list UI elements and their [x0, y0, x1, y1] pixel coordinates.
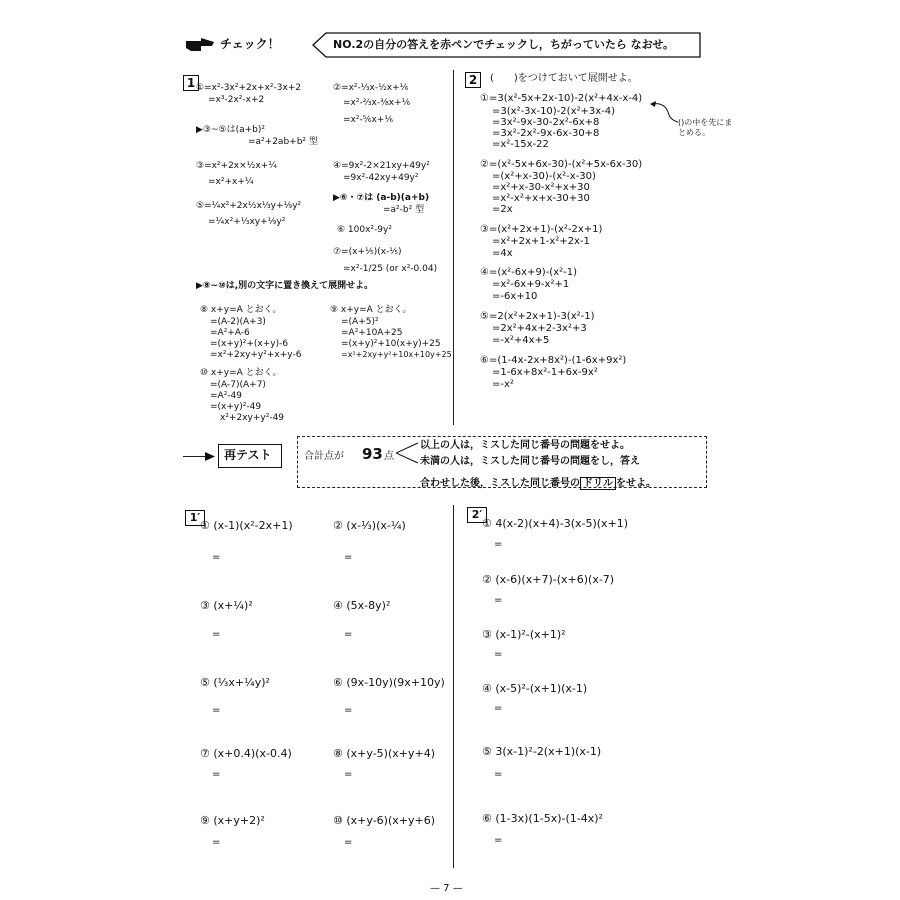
answer-line: =x²+2x+1-x²+2x-1 — [492, 236, 590, 247]
answer-line: ⑤=2(x²+2x+1)-3(x²-1) — [480, 311, 595, 322]
answer-line: =3x²-2x²-9x-6x-30+8 — [492, 128, 600, 139]
answer-line: =x²-⅚x+⅙ — [343, 115, 394, 125]
answer-line: =x²+x-30-x²+x+30 — [492, 182, 590, 193]
answer-line: ⑥ 100x²-9y² — [337, 225, 392, 235]
answer-line: =(x+y)²+10(x+y)+25 — [341, 339, 441, 349]
score-suffix: 点 — [384, 451, 394, 462]
equals-sign: = — [494, 769, 503, 780]
answer-line: =x²-1/25 (or x²-0.04) — [343, 264, 438, 274]
answer-line: =x²+2xy+y²+x+y-6 — [210, 350, 302, 360]
answer-line: =4x — [492, 248, 513, 259]
section-2-number: 2 — [465, 72, 481, 88]
answer-line: =(x²+x-30)-(x²-x-30) — [492, 171, 596, 182]
equals-sign: = — [344, 629, 353, 640]
answer-line: =x²+x+¼ — [208, 177, 254, 187]
answer-line: ⑨ x+y=A とおく。 — [330, 305, 412, 315]
problem-item: ⑤ 3(x-1)²-2(x+1)(x-1) — [482, 745, 602, 758]
answer-line: x²+2xy+y²-49 — [220, 413, 285, 423]
note-arrow-icon — [650, 100, 680, 126]
problem-item: ⑥ (9x-10y)(9x+10y) — [333, 676, 445, 689]
retest-arrow-head-icon — [205, 452, 215, 461]
problem-item: ⑥ (1-3x)(1-5x)-(1-4x)² — [482, 812, 603, 825]
problem-item: ③ (x-1)²-(x+1)² — [482, 628, 566, 641]
answer-line: ②=x²-⅓x-½x+⅙ — [333, 83, 409, 93]
section-1-number: 1 — [183, 75, 199, 91]
drill-boxed-word: ドリル — [580, 477, 616, 490]
answer-line: =x²-⅔x-⅜x+⅙ — [343, 98, 411, 108]
answer-line: ▶⑥・⑦は (a-b)(a+b) — [333, 193, 430, 203]
answer-line: =1-6x+8x²-1+6x-9x² — [492, 367, 598, 378]
margin-note: ()の中を先にまとめる。 — [678, 118, 733, 137]
answer-line: ⑥=(1-4x-2x+8x²)-(1-6x+9x²) — [480, 355, 627, 366]
answer-line: =2x²+4x+2-3x²+3 — [492, 323, 587, 334]
column-divider-upper — [453, 70, 454, 425]
answer-line: =3x²-9x-30-2x²-6x+8 — [492, 117, 600, 128]
answer-line: ⑤=¼x²+2x½x⅓y+⅑y² — [196, 201, 302, 211]
answer-line: =x²-x²+x+x-30+30 — [492, 193, 590, 204]
answer-line: ⑧ x+y=A とおく。 — [200, 305, 282, 315]
answer-line: =(x+y)²+(x+y)-6 — [210, 339, 289, 349]
problem-item: ④ (5x-8y)² — [333, 599, 391, 612]
pointing-hand-icon — [185, 36, 215, 54]
equals-sign: = — [212, 705, 221, 716]
problem-item: ③ (x+¼)² — [200, 599, 253, 612]
problems-1-number: 1′ — [185, 510, 205, 526]
equals-sign: = — [344, 705, 353, 716]
retest-line-3 — [420, 471, 656, 490]
answer-line: ▶③~⑤は(a+b)² — [196, 125, 265, 135]
answer-line: =(A+5)² — [341, 317, 379, 327]
answer-line: ▶⑧~⑩は,別の文字に置き換えて展開せよ。 — [196, 281, 374, 291]
answer-line: =(x+y)²-49 — [210, 402, 262, 412]
answer-line: =(A-2)(A+3) — [210, 317, 266, 327]
answer-line: =a²+2ab+b² 型 — [248, 137, 318, 147]
retest-label: 再テスト — [224, 448, 272, 462]
problem-item: ② (x-⅓)(x-¼) — [333, 519, 406, 532]
score-value: 93 — [362, 445, 383, 463]
answer-line: ④=(x²-6x+9)-(x²-1) — [480, 267, 578, 278]
equals-sign: = — [494, 835, 503, 846]
answer-line: =A²-49 — [210, 391, 243, 401]
problem-item: ② (x-6)(x+7)-(x+6)(x-7) — [482, 573, 615, 586]
retest-line-2: 未満の人は，ミスした同じ番号の問題をし，答え — [420, 456, 640, 467]
equals-sign: = — [344, 769, 353, 780]
answer-line: =2x — [492, 204, 513, 215]
answer-line: =-x²+4x+5 — [492, 335, 550, 346]
problem-item: ⑩ (x+y-6)(x+y+6) — [333, 814, 436, 827]
page-number: — 7 — — [430, 883, 463, 894]
answer-line: =A²+A-6 — [210, 328, 250, 338]
problem-item: ① 4(x-2)(x+4)-3(x-5)(x+1) — [482, 517, 629, 530]
answer-line: =x²-15x-22 — [492, 139, 549, 150]
answer-line: =-6x+10 — [492, 291, 538, 302]
problem-item: ④ (x-5)²-(x+1)(x-1) — [482, 682, 588, 695]
retest-line-1: 以上の人は，ミスした同じ番号の問題をせよ。 — [420, 440, 630, 451]
answer-line: =-x² — [492, 379, 514, 390]
equals-sign: = — [212, 629, 221, 640]
answer-line: =9x²-42xy+49y² — [343, 173, 419, 183]
retest-line-3c: をせよ。 — [616, 478, 656, 489]
equals-sign: = — [494, 649, 503, 660]
answer-line: ④=9x²-2×21xy+49y² — [333, 161, 430, 171]
equals-sign: = — [212, 837, 221, 848]
answer-line: ⑩ x+y=A とおく。 — [200, 368, 282, 378]
answer-line: ①=3(x²-5x+2x-10)-2(x²+4x-x-4) — [480, 93, 643, 104]
equals-sign: = — [344, 552, 353, 563]
problem-item: ⑧ (x+y-5)(x+y+4) — [333, 747, 436, 760]
check-label: チェック！ — [220, 37, 280, 51]
equals-sign: = — [494, 595, 503, 606]
score-bracket-icon — [396, 440, 420, 466]
answer-line: =¼x²+⅓xy+⅑y² — [208, 217, 286, 227]
answer-line: =(A-7)(A+7) — [210, 380, 266, 390]
equals-sign: = — [494, 539, 503, 550]
answer-line: =x³-2x²-x+2 — [208, 95, 265, 105]
problem-item: ⑤ (⅓x+¼y)² — [200, 676, 270, 689]
equals-sign: = — [494, 703, 503, 714]
equals-sign: = — [212, 769, 221, 780]
answer-line: ②=(x²-5x+6x-30)-(x²+5x-6x-30) — [480, 159, 643, 170]
answer-line: =x²+2xy+y²+10x+10y+25 — [341, 350, 452, 359]
section-2-title: ( )をつけておいて展開せよ。 — [490, 73, 638, 84]
answer-line: ③=(x²+2x+1)-(x²-2x+1) — [480, 224, 603, 235]
answer-line: ①=x²-3x²+2x+x²-3x+2 — [196, 83, 302, 93]
answer-line: =A²+10A+25 — [341, 328, 403, 338]
answer-line: =3(x²-3x-10)-2(x²+3x-4) — [492, 106, 616, 117]
retest-line-3a: 合わせした後，ミスした同じ番号の — [420, 478, 580, 489]
instruction-text: NO.2の自分の答えを赤ペンでチェックし，ちがっていたら なおせ。 — [333, 38, 674, 51]
problem-item: ⑦ (x+0.4)(x-0.4) — [200, 747, 292, 760]
problem-item: ① (x-1)(x²-2x+1) — [200, 519, 293, 532]
problems-2-number: 2′ — [467, 507, 487, 523]
score-prefix: 合計点が — [304, 451, 344, 462]
answer-line: ⑦=(x+⅕)(x-⅕) — [333, 247, 402, 257]
answer-line: =x²-6x+9-x²+1 — [492, 279, 570, 290]
answer-line: =a²-b² 型 — [383, 205, 425, 215]
equals-sign: = — [212, 552, 221, 563]
column-divider-lower — [453, 505, 454, 868]
answer-line: ③=x²+2x×½x+¼ — [196, 161, 277, 171]
equals-sign: = — [344, 837, 353, 848]
problem-item: ⑨ (x+y+2)² — [200, 814, 265, 827]
